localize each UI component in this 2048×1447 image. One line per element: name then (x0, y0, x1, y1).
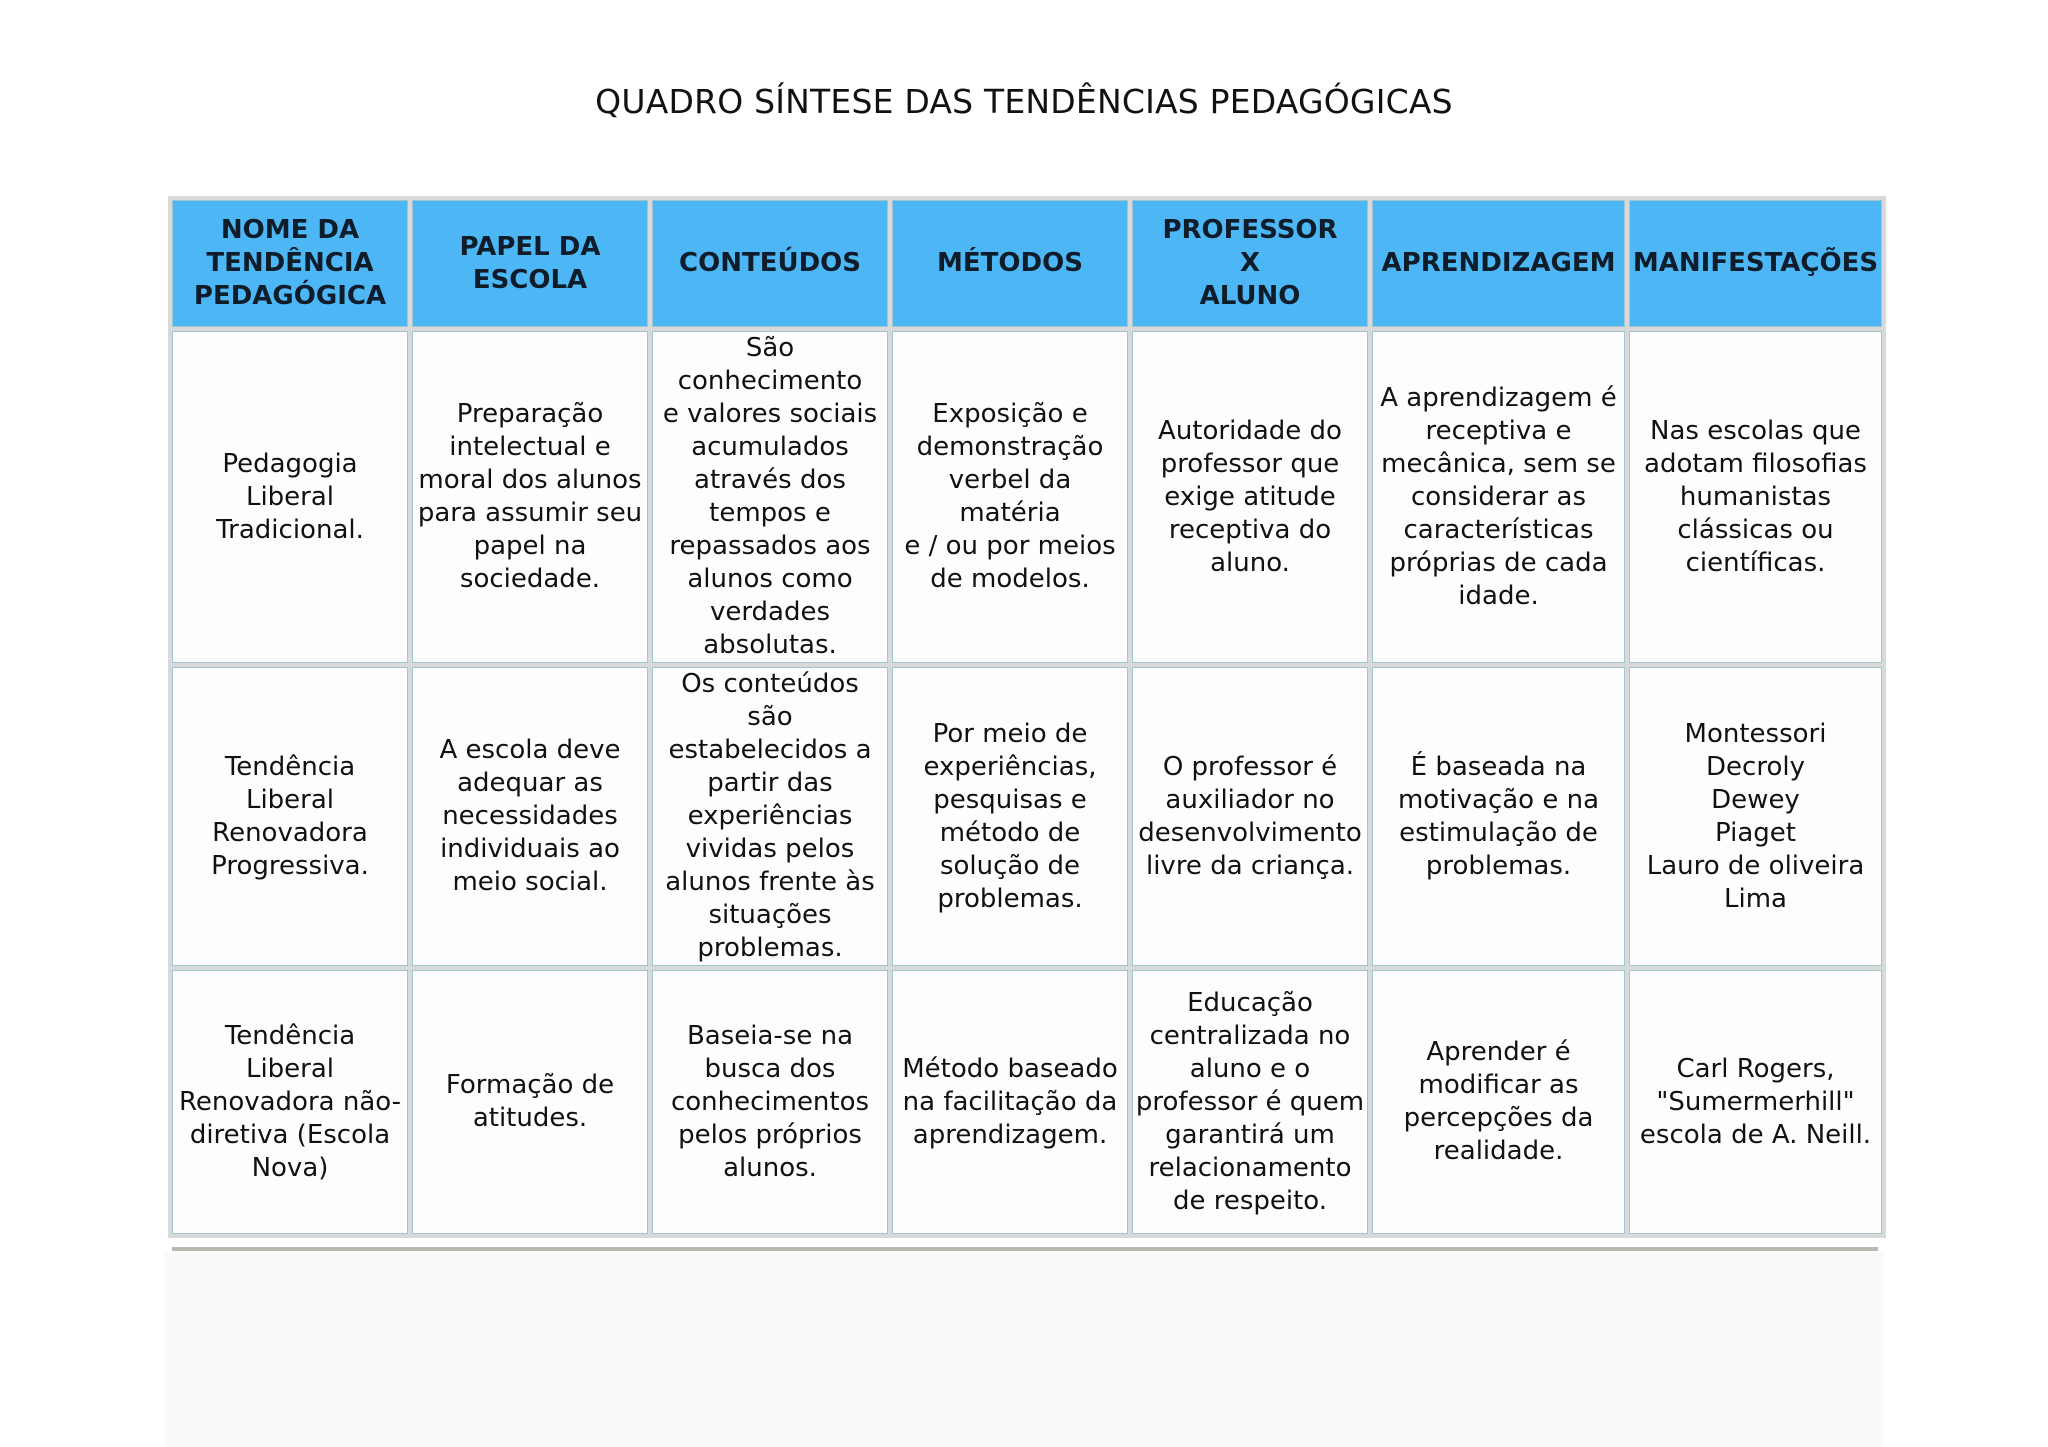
table-row (172, 667, 1882, 966)
table-cell: Exposição e demonstração verbel da matéria e / ou por meios de modelos. (892, 331, 1128, 663)
page-title: QUADRO SÍNTESE DAS TENDÊNCIAS PEDAGÓGICAS (595, 82, 1453, 121)
table-cell: É baseada na motivação e na estimulação de problemas. (1372, 667, 1625, 966)
header-manifestations: MANIFESTAÇÕES (1629, 200, 1882, 327)
header-row (172, 200, 1882, 327)
table-cell: Tendência Liberal Renovadora Progressiva. (172, 667, 408, 966)
footer-blank-area (164, 1253, 1884, 1447)
table-cell: Montessori Decroly Dewey Piaget Lauro de oliveira Lima (1629, 667, 1882, 966)
table-cell: Formação de atitudes. (412, 970, 648, 1234)
header-contents: CONTEÚDOS (652, 200, 888, 327)
table-cell: A escola deve adequar as necessidades individuais ao meio social. (412, 667, 648, 966)
table-cell: O professor é auxiliador no desenvolvimento livre da criança. (1132, 667, 1368, 966)
table-cell: Por meio de experiências, pesquisas e método de solução de problemas. (892, 667, 1128, 966)
table-cell: A aprendizagem é receptiva e mecânica, sem se considerar as características próprias de cada idade. (1372, 331, 1625, 663)
table-row (172, 970, 1882, 1234)
table-cell: Autoridade do professor que exige atitude receptiva do aluno. (1132, 331, 1368, 663)
table-cell: Tendência Liberal Renovadora não- diretiva (Escola Nova) (172, 970, 408, 1234)
header-methods: MÉTODOS (892, 200, 1128, 327)
table-cell: Carl Rogers, "Sumermerhill" escola de A. Neill. (1629, 970, 1882, 1234)
table-cell: Aprender é modificar as percepções da realidade. (1372, 970, 1625, 1234)
header-school-role: PAPEL DA ESCOLA (412, 200, 648, 327)
table-cell: Os conteúdos são estabelecidos a partir das experiências vividas pelos alunos frente às situações problemas. (652, 667, 888, 966)
table-cell: Método baseado na facilitação da aprendizagem. (892, 970, 1128, 1234)
table-cell: Pedagogia Liberal Tradicional. (172, 331, 408, 663)
table-cell: Baseia-se na busca dos conhecimentos pelos próprios alunos. (652, 970, 888, 1234)
table-cell: Nas escolas que adotam filosofias humanistas clássicas ou científicas. (1629, 331, 1882, 663)
table-cell: Educação centralizada no aluno e o professor é quem garantirá um relacionamento de respeito. (1132, 970, 1368, 1234)
header-teacher-student: PROFESSOR X ALUNO (1132, 200, 1368, 327)
header-tendency-name: NOME DA TENDÊNCIA PEDAGÓGICA (172, 200, 408, 327)
table-cell: São conhecimento e valores sociais acumulados através dos tempos e repassados aos alunos como verdades absolutas. (652, 331, 888, 663)
table-row (172, 331, 1882, 663)
header-learning: APRENDIZAGEM (1372, 200, 1625, 327)
pedagogical-trends-table (168, 196, 1886, 1238)
table-cell: Preparação intelectual e moral dos alunos para assumir seu papel na sociedade. (412, 331, 648, 663)
bottom-divider (172, 1247, 1878, 1251)
